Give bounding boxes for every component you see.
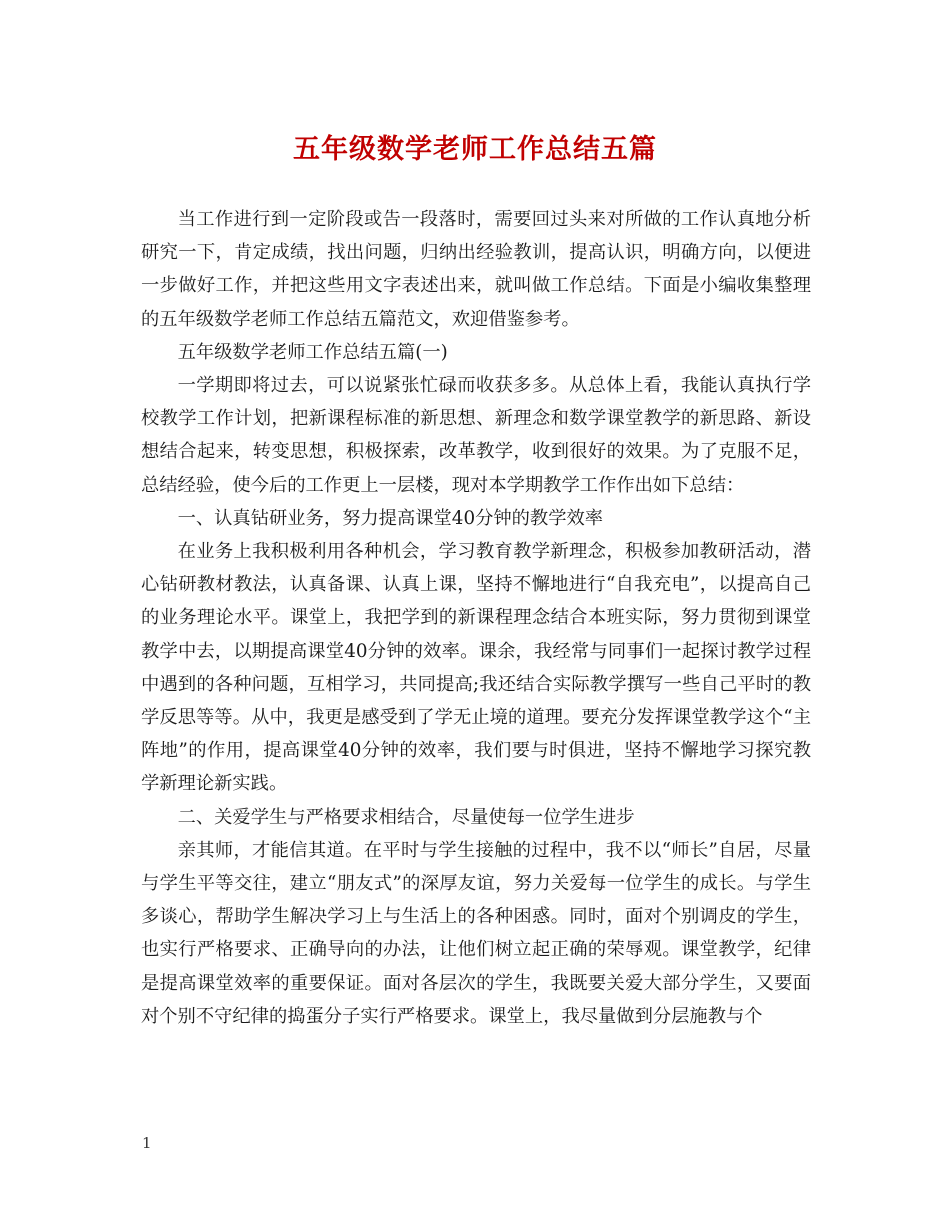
page-number: 1	[142, 1134, 152, 1152]
students-paragraph: 亲其师，才能信其道。在平时与学生接触的过程中，我不以“师长”自居，尽量与学生平等交往，建立“朋友式”的深厚友谊，努力关爱每一位学生的成长。与学生多谈心，帮助学生解决学习上与生活上的各种困惑。同时，面对个别调皮的学生，也实行严格要求、正确导向的办法，让他们树立起正确的荣辱观。课堂教学，纪律是提高课堂效率的重要保证。面对各层次的学生，我既要关爱大部分学生，又要面对个别不守纪律的捣蛋分子实行严格要求。课堂上，我尽量做到分层施教与个	[141, 839, 811, 1027]
study-paragraph: 在业务上我积极利用各种机会，学习教育教学新理念，积极参加教研活动，潜心钻研教材教法，认真备课、认真上课，坚持不懈地进行“自我充电”，以提高自己的业务理论水平。课堂上，我把学到的新课程理念结合本班实际，努力贯彻到课堂教学中去，以期提高课堂40分钟的效率。课余，我经常与同事们一起探讨教学过程中遇到的各种问题，互相学习，共同提高;我还结合实际教学撰写一些自己平时的教学反思等等。从中，我更是感受到了学无止境的道理。要充分发挥课堂教学这个“主阵地”的作用，提高课堂40分钟的效率，我们要与时俱进，坚持不懈地学习探究教学新理论新实践。	[141, 541, 811, 795]
document-body	[141, 203, 811, 1033]
document-title: 五年级数学老师工作总结五篇	[293, 134, 657, 165]
subheading-two: 二、关爱学生与严格要求相结合，尽量使每一位学生进步	[177, 806, 635, 828]
overview-paragraph: 一学期即将过去，可以说紧张忙碌而收获多多。从总体上看，我能认真执行学校教学工作计划，把新课程标准的新思想、新理念和数学课堂教学的新思路、新设想结合起来，转变思想，积极探索，改革教学，收到很好的效果。为了克服不足，总结经验，使今后的工作更上一层楼，现对本学期教学工作作出如下总结：	[141, 375, 811, 496]
section-heading-part-one: 五年级数学老师工作总结五篇(一)	[177, 341, 448, 363]
subheading-one: 一、认真钻研业务，努力提高课堂40分钟的教学效率	[177, 507, 604, 529]
intro-paragraph: 当工作进行到一定阶段或告一段落时，需要回过头来对所做的工作认真地分析研究一下，肯定成绩，找出问题，归纳出经验教训，提高认识，明确方向，以便进一步做好工作，并把这些用文字表述出来，就叫做工作总结。下面是小编收集整理的五年级数学老师工作总结五篇范文，欢迎借鉴参考。	[141, 209, 811, 330]
